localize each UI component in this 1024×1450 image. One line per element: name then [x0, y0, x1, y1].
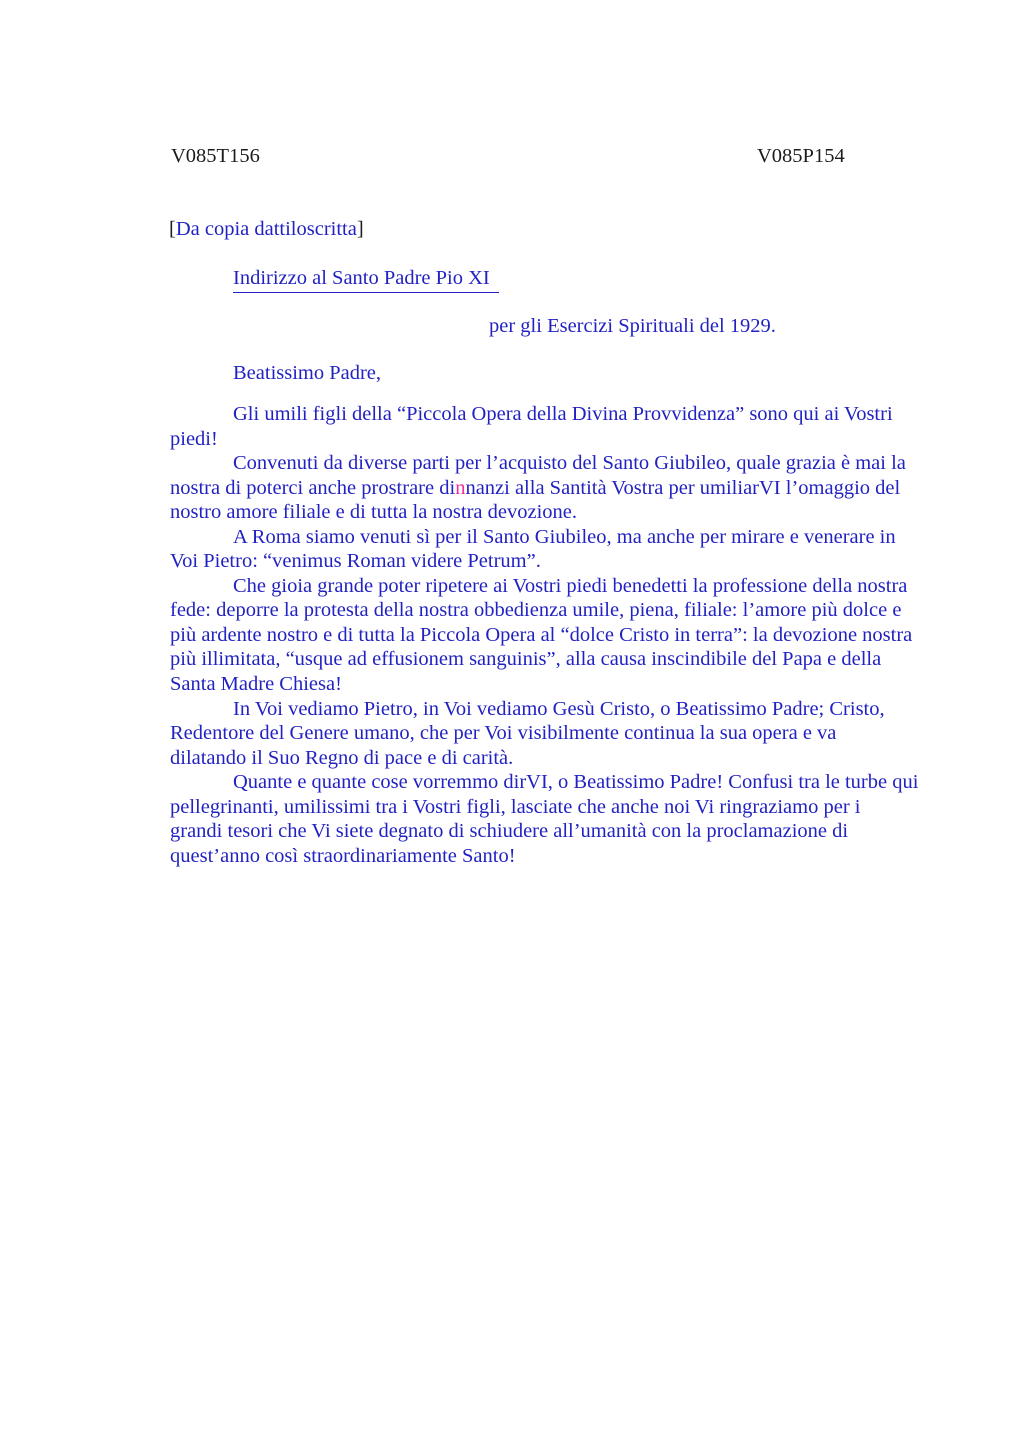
document-line: pellegrinanti, umilissimi tra i Vostri figli, lasciate che anche noi Vi ringraziamo per i	[170, 795, 861, 818]
document-line: più ardente nostro e di tutta la Piccola Opera al “dolce Cristo in terra”: la devozione nostra	[170, 623, 913, 646]
document-line: Che gioia grande poter ripetere ai Vostri piedi benedetti la professione della nostra	[233, 574, 908, 597]
document-line	[170, 476, 934, 501]
document-line: Quante e quante cose vorremmo dirVI, o Beatissimo Padre! Confusi tra le turbe qui	[233, 771, 919, 794]
document-line: piedi!	[170, 427, 218, 450]
salutation: Beatissimo Padre,	[233, 362, 382, 384]
line-segment: nostra di poterci anche prostrare di	[170, 476, 456, 499]
document-line: Convenuti da diverse parti per l’acquisto del Santo Giubileo, quale grazia è mai la	[233, 452, 906, 475]
document-line: A Roma siamo venuti sì per il Santo Giubileo, ma anche per mirare e venerare in	[233, 525, 896, 548]
note-text: Da copia dattiloscritta	[175, 218, 357, 240]
document-subtitle: per gli Esercizi Spirituali del 1929.	[489, 315, 776, 337]
highlighted-letter: n	[455, 476, 466, 499]
document-line: dilatando il Suo Regno di pace e di carità.	[170, 746, 514, 769]
note-close-bracket: ]	[356, 218, 364, 240]
document-title-text: Indirizzo al Santo Padre Pio XI	[233, 265, 499, 293]
document-line: più illimitata, “usque ad effusionem sanguinis”, alla causa inscindibile del Papa e della	[170, 648, 882, 671]
document-line: nostro amore filiale e di tutta la nostra devozione.	[170, 501, 578, 524]
line-segment: nanzi alla Santità Vostra per umiliarVI l’omaggio del	[465, 476, 901, 499]
document-title	[233, 265, 499, 293]
header-code-right: V085P154	[757, 145, 845, 167]
document-line: Redentore del Genere umano, che per Voi visibilmente continua la sua opera e va	[170, 722, 837, 745]
document-line: Santa Madre Chiesa!	[170, 673, 342, 696]
header-code-left: V085T156	[171, 145, 260, 167]
note-open-bracket: [	[169, 218, 176, 240]
transcription-note	[169, 216, 364, 242]
document-line: quest’anno così straordinariamente Santo!	[170, 844, 516, 867]
document-line: grandi tesori che Vi siete degnato di schiudere all’umanità con la proclamazione di	[170, 820, 849, 843]
document-body	[170, 402, 934, 868]
document-line: fede: deporre la protesta della nostra obbedienza umile, piena, filiale: l’amore più dolce e	[170, 599, 902, 622]
document-line: In Voi vediamo Pietro, in Voi vediamo Gesù Cristo, o Beatissimo Padre; Cristo,	[233, 697, 885, 720]
document-line: Gli umili figli della “Piccola Opera della Divina Provvidenza” sono qui ai Vostri	[233, 403, 893, 425]
document-line: Voi Pietro: “venimus Roman videre Petrum”.	[170, 550, 541, 573]
